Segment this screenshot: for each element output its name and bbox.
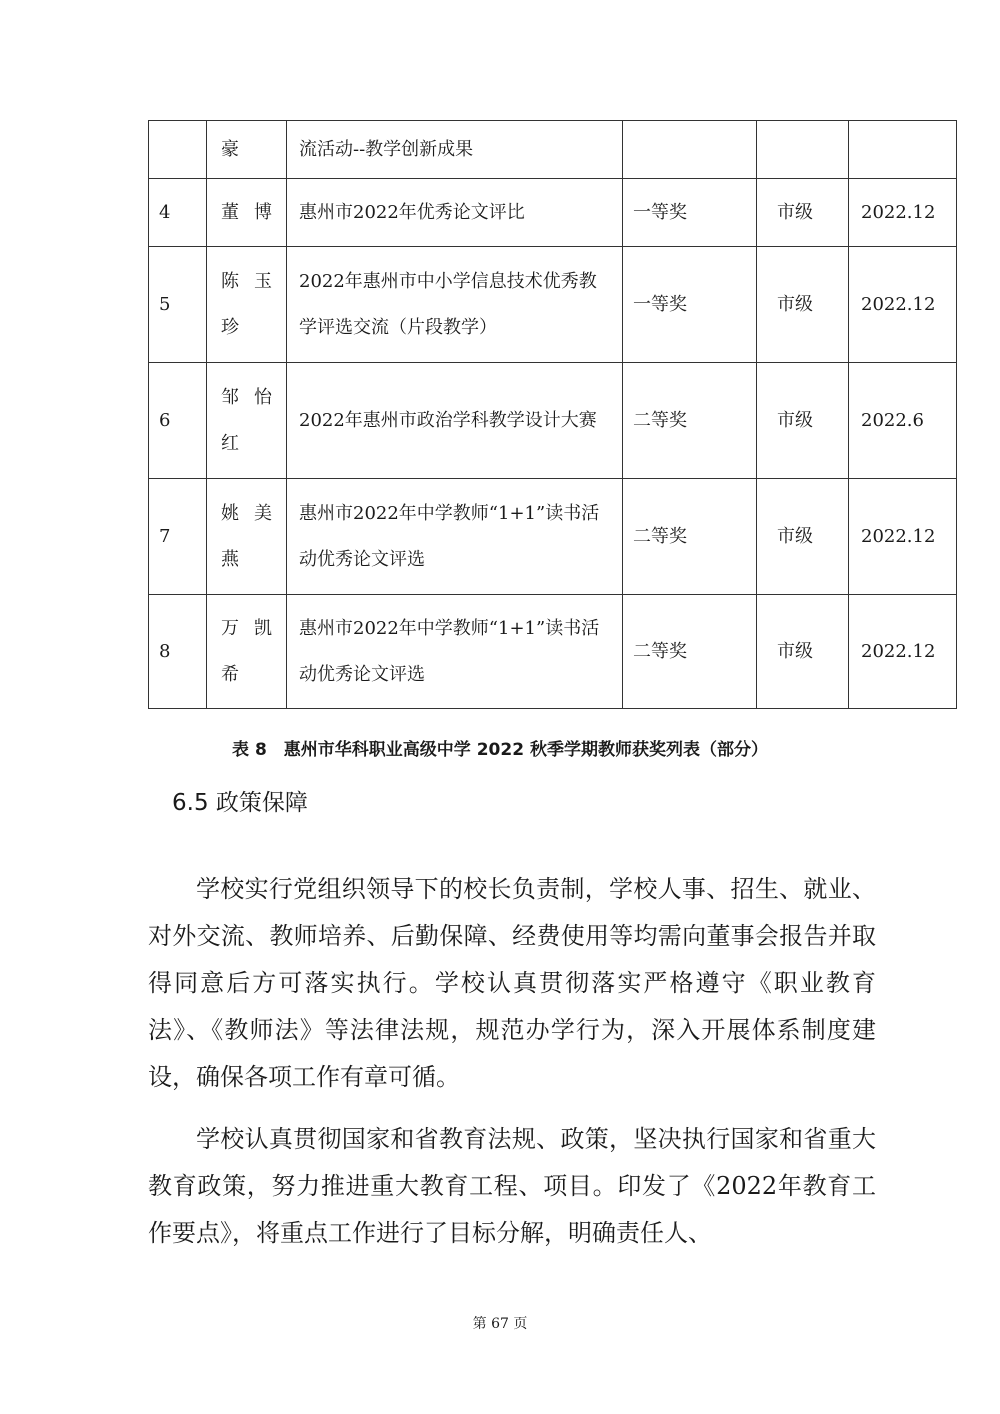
teacher-name-line: 燕 — [221, 548, 239, 570]
cell-teacher-name — [207, 595, 287, 709]
teacher-name-line: 珍 — [221, 316, 239, 338]
cell-award: 二等奖 — [623, 479, 757, 595]
cell-date: 2022.12 — [849, 479, 957, 595]
cell-number: 7 — [149, 479, 207, 595]
cell-project: 惠州市2022年中学教师“1+1”读书活动优秀论文评选 — [287, 479, 623, 595]
cell-date: 2022.6 — [849, 363, 957, 479]
cell-level: 市级 — [757, 363, 849, 479]
cell-teacher-name — [207, 121, 287, 179]
cell-level: 市级 — [757, 179, 849, 247]
award-table — [148, 120, 957, 709]
cell-award: 二等奖 — [623, 595, 757, 709]
body-paragraph: 学校认真贯彻国家和省教育法规、政策，坚决执行国家和省重大教育政策，努力推进重大教育工程、项目。印发了《2022年教育工作要点》，将重点工作进行了目标分解，明确责任人、 — [148, 1125, 876, 1247]
cell-level — [757, 121, 849, 179]
teacher-name-line: 邹 怡 — [221, 386, 272, 408]
cell-teacher-name — [207, 179, 287, 247]
table-caption: 表 8 惠州市华科职业高级中学 2022 秋季学期教师获奖列表（部分） — [232, 740, 768, 760]
cell-award: 二等奖 — [623, 363, 757, 479]
table-row — [149, 121, 957, 179]
teacher-name-line: 万 凯 — [221, 617, 272, 639]
cell-number: 5 — [149, 247, 207, 363]
teacher-name-line: 董 博 — [221, 201, 272, 223]
cell-number: 6 — [149, 363, 207, 479]
teacher-name — [221, 491, 272, 583]
teacher-name-line: 希 — [221, 663, 239, 685]
table-row — [149, 179, 957, 247]
teacher-name — [221, 375, 272, 467]
cell-teacher-name — [207, 479, 287, 595]
teacher-name — [221, 127, 272, 173]
cell-award: 一等奖 — [623, 247, 757, 363]
teacher-name — [221, 606, 272, 698]
cell-date: 2022.12 — [849, 595, 957, 709]
cell-project: 2022年惠州市中小学信息技术优秀教学评选交流（片段教学） — [287, 247, 623, 363]
cell-level: 市级 — [757, 247, 849, 363]
cell-teacher-name — [207, 363, 287, 479]
cell-project: 惠州市2022年优秀论文评比 — [287, 179, 623, 247]
table-row — [149, 479, 957, 595]
cell-number: 4 — [149, 179, 207, 247]
teacher-name-line: 陈 玉 — [221, 270, 272, 292]
body-paragraph: 学校实行党组织领导下的校长负责制，学校人事、招生、就业、对外交流、教师培养、后勤保障、经费使用等均需向董事会报告并取得同意后方可落实执行。学校认真贯彻落实严格遵守《职业教育法》、《教师法》等法律法规，规范办学行为，深入开展体系制度建设，确保各项工作有章可循。 — [148, 875, 876, 1091]
cell-teacher-name — [207, 247, 287, 363]
cell-level: 市级 — [757, 595, 849, 709]
cell-award: 一等奖 — [623, 179, 757, 247]
cell-number: 8 — [149, 595, 207, 709]
table-row — [149, 247, 957, 363]
teacher-name — [221, 259, 272, 351]
teacher-name-line: 姚 美 — [221, 502, 272, 524]
teacher-name — [221, 190, 272, 236]
cell-project: 2022年惠州市政治学科教学设计大赛 — [287, 363, 623, 479]
teacher-name-line: 豪 — [221, 138, 239, 160]
award-table-body — [149, 121, 957, 709]
cell-project: 流活动--教学创新成果 — [287, 121, 623, 179]
cell-date — [849, 121, 957, 179]
table-row — [149, 363, 957, 479]
table-row — [149, 595, 957, 709]
teacher-name-line: 红 — [221, 432, 239, 454]
cell-number — [149, 121, 207, 179]
cell-date: 2022.12 — [849, 179, 957, 247]
cell-level: 市级 — [757, 479, 849, 595]
cell-project: 惠州市2022年中学教师“1+1”读书活动优秀论文评选 — [287, 595, 623, 709]
cell-date: 2022.12 — [849, 247, 957, 363]
cell-award — [623, 121, 757, 179]
section-heading: 6.5 政策保障 — [172, 790, 308, 816]
page-number: 第 67 页 — [472, 1316, 528, 1332]
